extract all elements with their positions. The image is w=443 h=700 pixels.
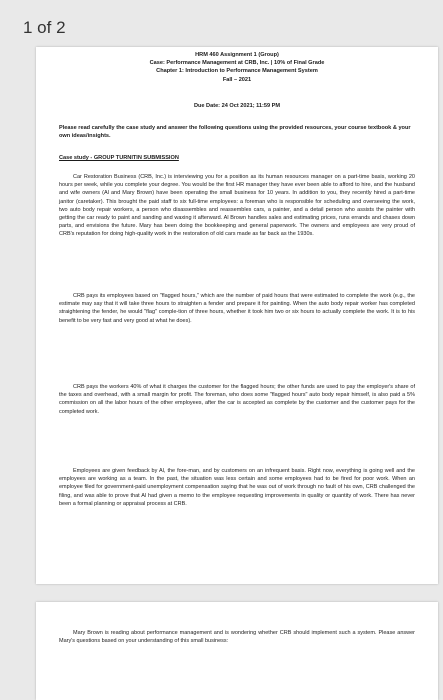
page-counter: 1 of 2: [23, 18, 66, 37]
header-chapter: Chapter 1: Introduction to Performance Management System: [156, 68, 318, 75]
instructions: Please read carefully the case study and answer the following questions using the provided resources, your course textbook & your own ideas/insights.: [59, 125, 411, 139]
header-case: Case: Performance Management at CRB, Inc. | 10% of Final Grade: [149, 60, 325, 67]
case-title: Case study - GROUP TURNITIN SUBMISSION: [59, 155, 179, 161]
header-term: Fall – 2021: [222, 76, 252, 83]
header-course: HRM 460 Assignment 1 (Group): [195, 52, 279, 58]
document-page-1: [36, 47, 438, 584]
due-date: Due Date: 24 Oct 2021; 11:59 PM: [193, 103, 281, 109]
case-paragraph: CRB pays its employees based on "flagged hours," which are the number of paid hours that were estimated to complete the work (e.g., the estimate may say that it will take three hours to straighten a fender and prepare it for painting. When the auto body repair worker has completed straightening the fender, he would "flag" comple-tion of three hours, whether it took him two or six hours to actually complete the work. It is to his benefit to be very fast and very good at what he does).: [59, 293, 415, 324]
document-page-2: [36, 602, 438, 700]
case-paragraph: CRB pays the workers 40% of what it charges the customer for the flagged hours; the other funds are used to pay the employer's share of the taxes and overhead, with a small margin for profit. The foreman, who does some "flagged hours" auto body repair himself, is also paid a 5% commission on all the labor hours of the other employees, after the car is accepted as complete by the customer and the customer pays for the completed work.: [59, 384, 415, 415]
case-paragraph: Employees are given feedback by Al, the fore-man, and by customers on an infrequent basis. Right now, everything is going well and the employees are working as a team. In the past, the situation was less certain and some employees had to be fired for poor work. When an employee filed for government-paid unemployment compensation saying that he was out of work through no fault of his own, CRB challenged the filing, and was able to prove that Al had given a memo to the employee requesting improvements in quality or quantity of work. There has never been a formal planning or appraisal process at CRB.: [59, 468, 415, 507]
case-paragraph: Mary Brown is reading about performance management and is wondering whether CRB should implement such a system. Please answer Mary's questions based on your understanding of this small business:: [59, 630, 415, 645]
case-paragraph: Car Restoration Business (CRB, Inc.) is interviewing you for a position as its human resources manager on a part-time basis, working 20 hours per week, while you complete your degree. You would be the first HR manager they have ever been able to afford to hire, and the husband and wife owners (Al and Mary Brown) have been operating the small business for 10 years. In addition to you, they recently hired a part-time janitor (caretaker). This brought the paid staff to six full-time employees: a foreman who is responsible for scheduling and overseeing the work, two auto body repair workers, a person who disassembles and reassembles cars, a painter, and a detail person who assists the painter with getting the car ready to paint and sanding and waxing it afterward. Al Brown handles sales and estimating prices, runs errands and chases down parts, and envisions the future. Mary has been doing the bookkeeping and general paperwork. The owners and employees are very proud of CRB's reputation for doing high-quality work in the restoration of old cars made as far back as the 1930s.: [59, 174, 415, 238]
document-header: [36, 51, 438, 84]
